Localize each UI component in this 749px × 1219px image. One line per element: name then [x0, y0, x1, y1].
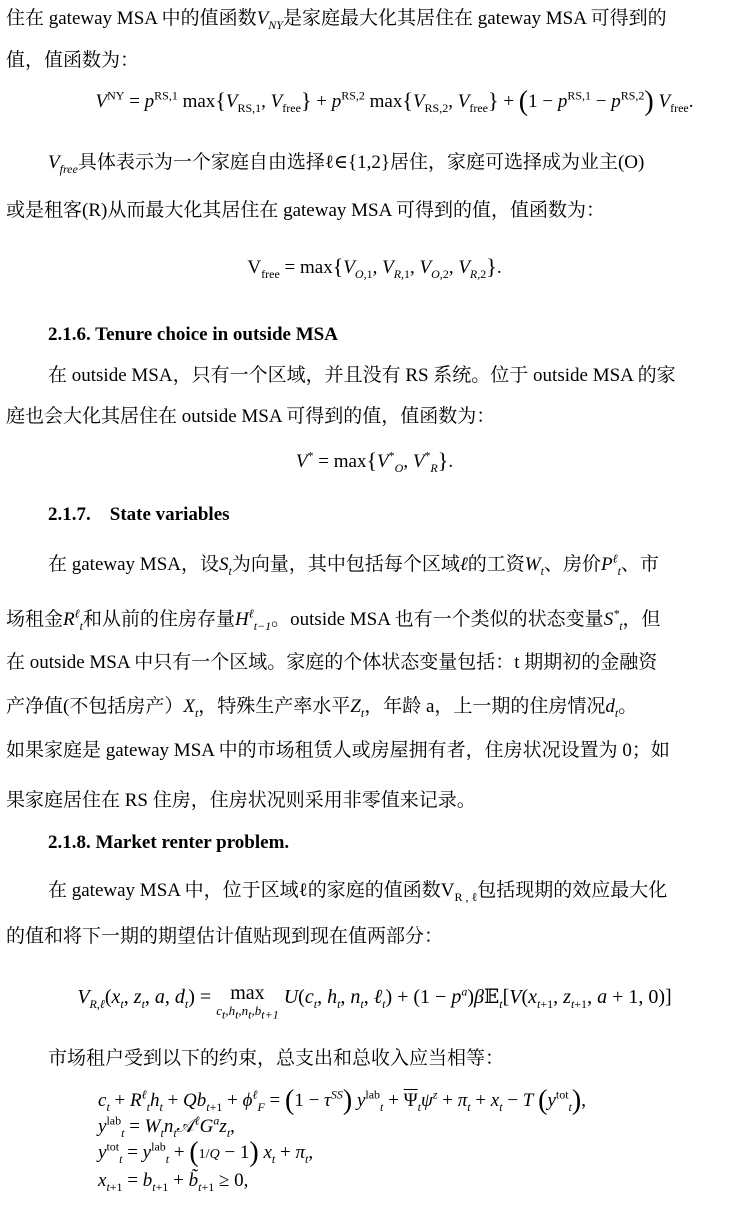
para4-line4: 产净值(不包括房产）$X_t$，特殊生产率水平$Z_t$，年龄 a，上一期的住房情况$d_t$。: [6, 696, 638, 720]
para4-line3: 在 outside MSA 中只有一个区域。家庭的个体状态变量包括：t 期期初的金融资: [6, 652, 658, 673]
para1-line2: 值，值函数为：: [6, 50, 140, 71]
equation-market-renter-value: $V_{R,\ell}(x_t$, $z_t$, a, $d_t) = \max$ $c_t,h_t,n_t,b_{t+1}$ $U(c_t$, $h_t$, $n_t$, ℓ$_t$) + $(1 - p^a)\beta 𝔼_t[V(x_{t+1}$, $z_{t+1}$, a + 1, 0)]: [77, 982, 672, 1022]
para4-line1: 在 gateway MSA，设$S_t$为向量，其中包括每个区域ℓ的工资$W_t$、房价$P^\ell_t$、市: [48, 551, 659, 578]
para2-line1: $V_{free}$具体表示为一个家庭自由选择ℓ∈{1,2}居住，家庭可选择成为业主(O): [48, 152, 645, 176]
section-2-1-6-title: 2.1.6. Tenure choice in outside MSA: [48, 324, 338, 345]
constraint-budget: $c_t + R^\ell_th_t + Qb_{t+1} + \phi^\ell_F = (1 - \tau^{SS}) y^{lab}_t + \overline{\Psi}_t\psi^z + \pi_t + x_t - T$ $(y^{tot}_t)$,: [98, 1085, 586, 1116]
para5-line2: 的值和将下一期的期望估计值贴现到现在值两部分：: [6, 926, 444, 947]
constraint-labor-income: $y^{lab}_t$ = $W_tn_t𝒜^\ell G^az_t$,: [98, 1113, 235, 1140]
para4-line6: 果家庭居住在 RS 住房，住房状况则采用非零值来记录。: [6, 790, 476, 811]
constraint-equations: [98, 1085, 738, 1194]
constraint-wealth: $x_{t+1} = b_{t+1}$ + $b̃_{t+1} \ge 0$,: [98, 1170, 249, 1194]
section-2-1-7-title: 2.1.7. State variables: [48, 504, 230, 525]
para6-line1: 市场租户受到以下的约束，总支出和总收入应当相等：: [48, 1048, 505, 1069]
constraint-total-income: $y^{tot}_t = y^{lab}_t + (1/Q - 1) x_t + \pi_t$,: [98, 1137, 314, 1168]
para2-line2: 或是租客(R)从而最大化其居住在 gateway MSA 可得到的值，值函数为：: [6, 200, 606, 221]
equation-v-free: $V_{free} = \max\{V_{O,1}$, $V_{R,1}$, $V_{O,2}$, $V_{R,2}$}.: [247, 254, 502, 281]
para5-line1: 在 gateway MSA 中，位于区域ℓ的家庭的值函数$V_{R , \ell}$包括现期的效应最大化: [48, 880, 668, 904]
para4-line2: 场租金$R^\ell_t$和从前的住房存量$H^\ell_{t-1}$。outside MSA 也有一个类似的状态变量$S^*_t$，但: [6, 606, 661, 633]
para4-line5: 如果家庭是 gateway MSA 中的市场租赁人或房屋拥有者，住房状况设置为 0；如: [6, 740, 670, 761]
para3-line1: 在 outside MSA，只有一个区域，并且没有 RS 系统。位于 outside MSA 的家: [48, 365, 676, 386]
section-2-1-8-title: 2.1.8. Market renter problem.: [48, 832, 290, 853]
para1-line1: 住在 gateway MSA 中的值函数$V_{NY}$是家庭最大化其居住在 gateway MSA 可得到的: [6, 8, 667, 32]
equation-v-star: $V^* = \max\{V^*_O$, $V^*_R$}.: [295, 448, 454, 475]
equation-v-ny: $V^{NY} = p^{RS,1}$ $\max\{V_{RS,1}$, $V_{free}\} + p^{RS,2}$ $\max\{V_{RS,2}$, $V_{free}\} + (1 - p^{RS,1} - p^{RS,2})$ $V_{free}$.: [95, 86, 694, 117]
para3-line2: 庭也会大化其居住在 outside MSA 可得到的值，值函数为：: [6, 406, 496, 427]
